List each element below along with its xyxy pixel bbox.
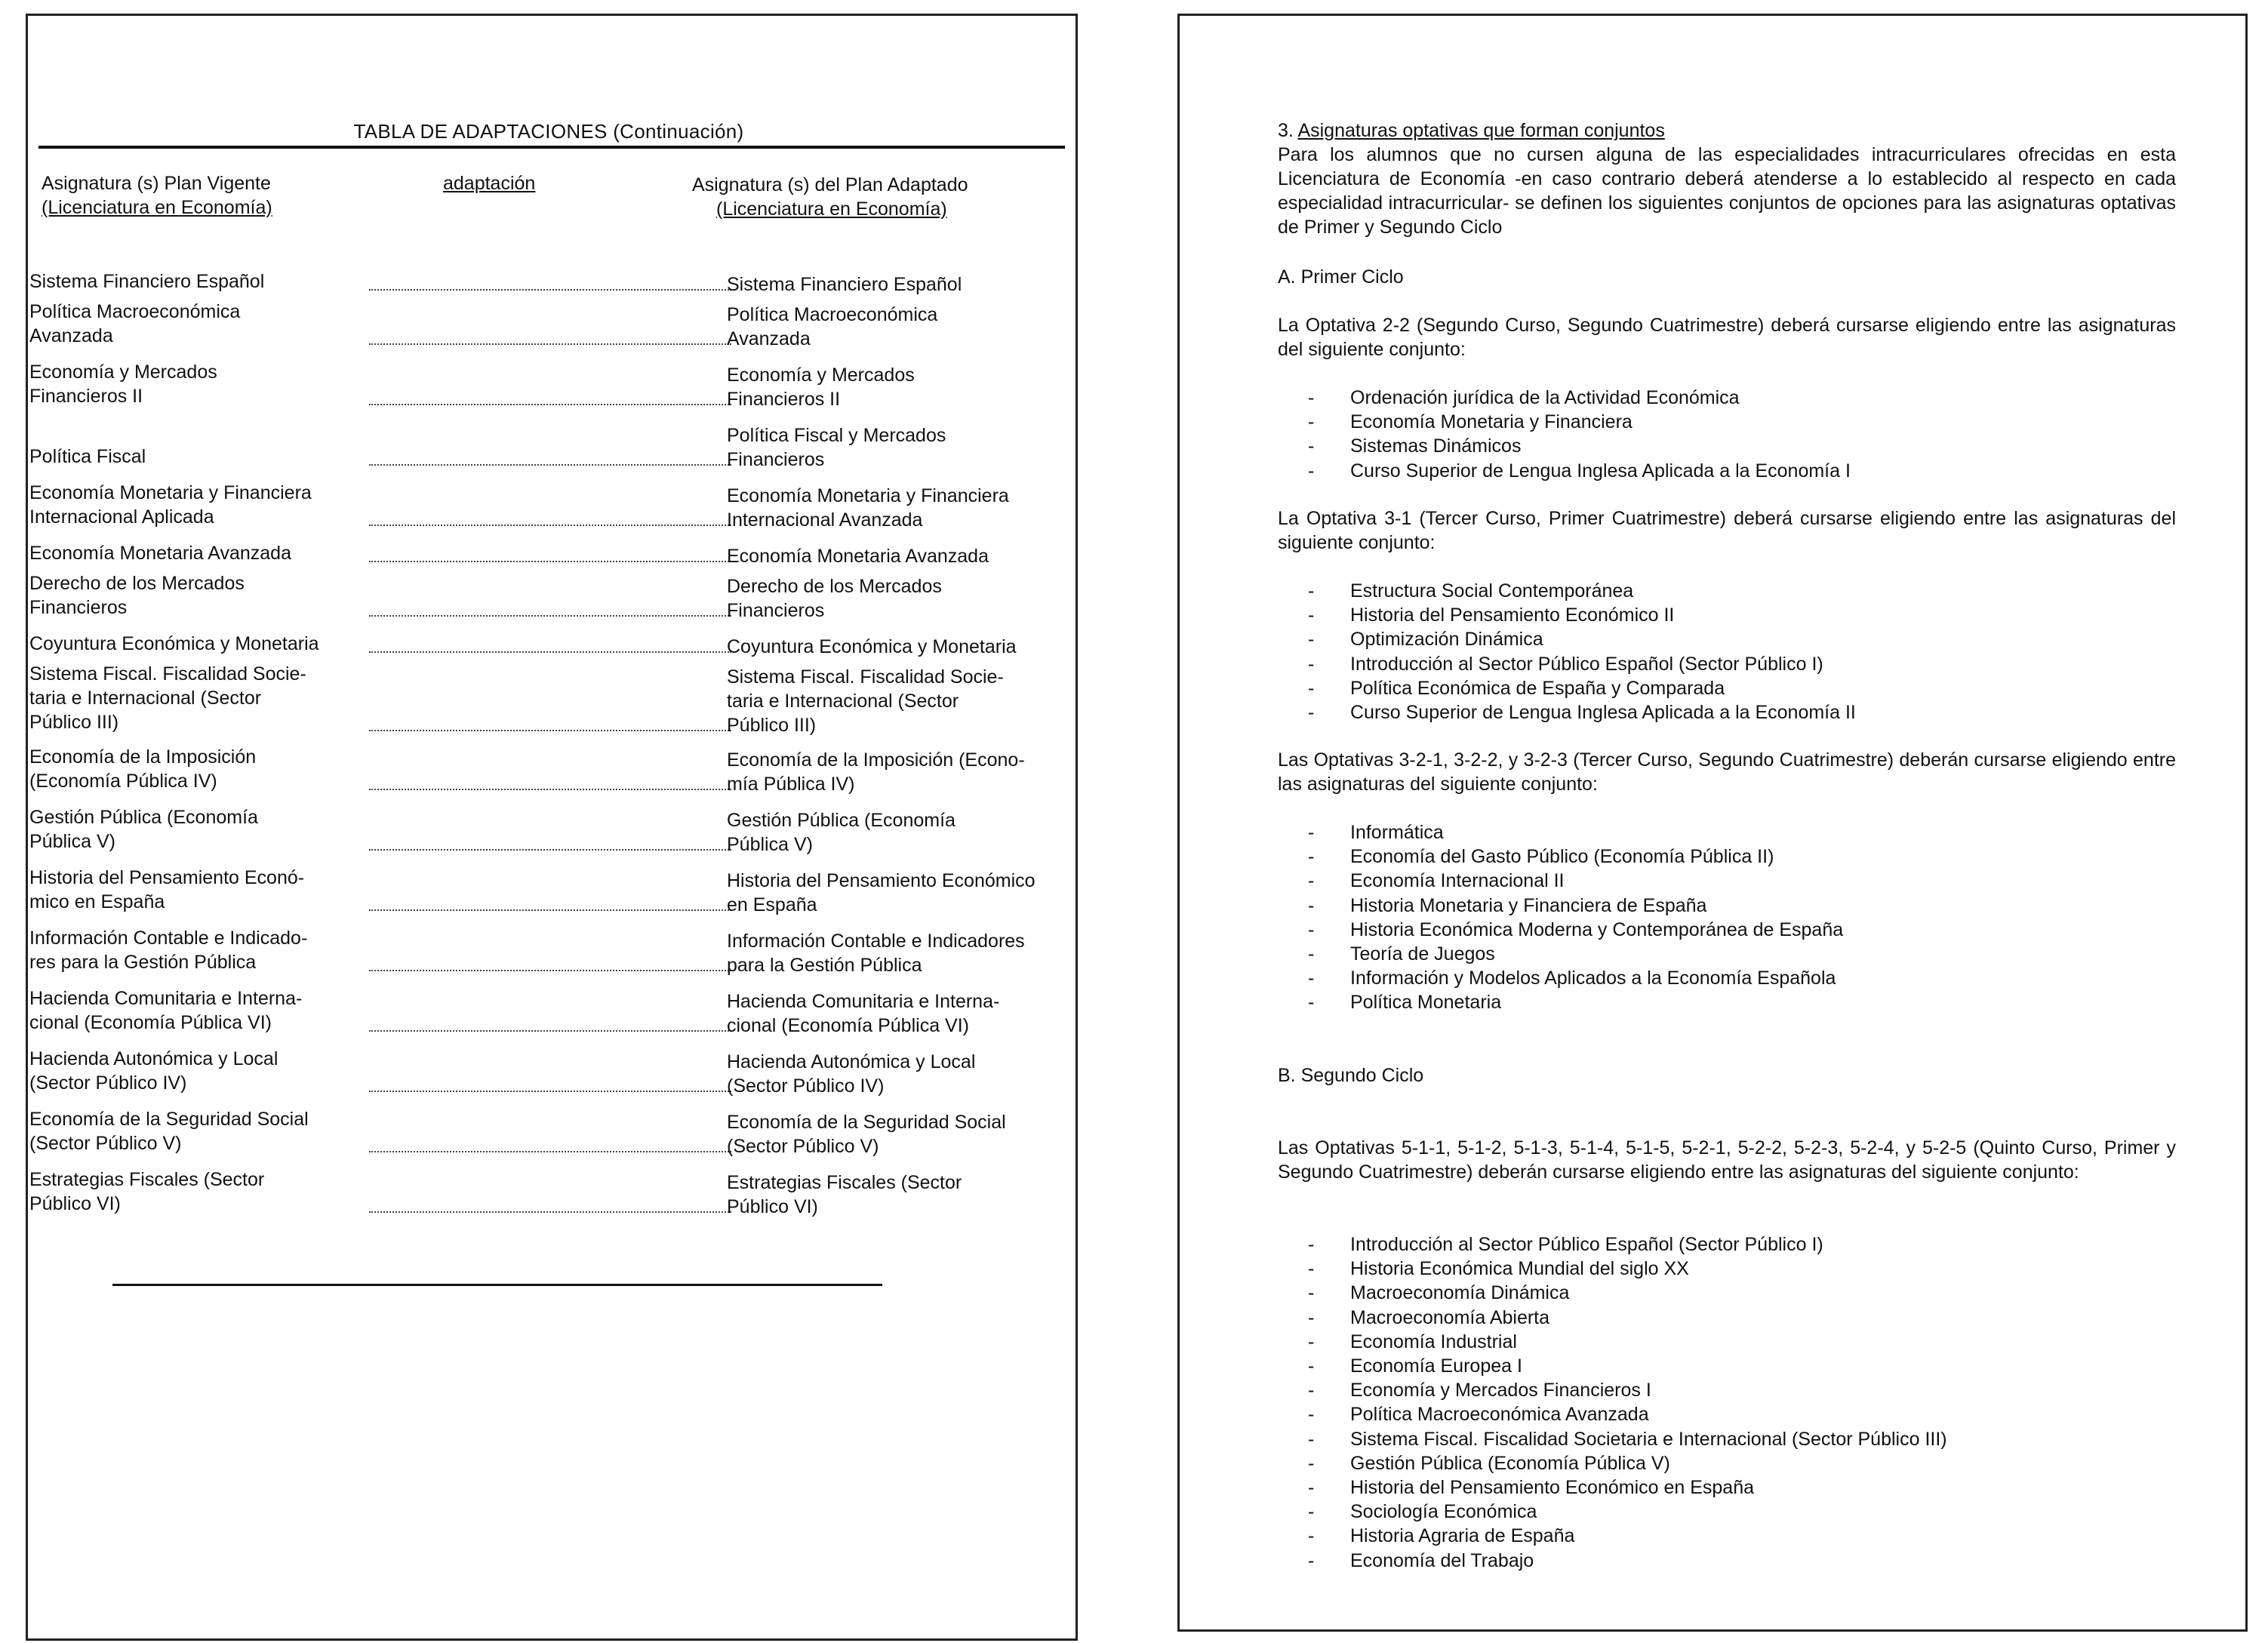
list-item: - Política Monetaria	[1308, 990, 2168, 1014]
cell-line: Gestión Pública (Economía	[29, 807, 258, 828]
cell-line: Información Contable e Indicado-	[29, 928, 308, 949]
cell-plan-vigente	[29, 662, 362, 734]
cell-plan-vigente	[29, 1107, 362, 1155]
cell-line: para la Gestión Pública	[727, 955, 922, 976]
cell-line: Internacional Aplicada	[29, 506, 214, 528]
cell-line: Financieros	[727, 600, 825, 621]
cell-plan-adaptado	[727, 423, 1066, 472]
list-item: - Información y Modelos Aplicados a la Economía Española	[1308, 966, 2168, 990]
list-item: - Macroeconomía Abierta	[1308, 1306, 2168, 1330]
list-item: - Historia del Pensamiento Económico II	[1308, 603, 2168, 627]
list-item: - Historia Económica Mundial del siglo XX	[1308, 1257, 2168, 1281]
cell-line: cional (Economía Pública VI)	[29, 1012, 272, 1033]
cell-line: mico en España	[29, 891, 165, 912]
cell-plan-vigente	[29, 805, 362, 854]
cell-plan-vigente	[29, 269, 362, 294]
cell-line: Economía y Mercados	[727, 365, 915, 386]
section-heading	[1278, 118, 2176, 143]
cell-line: Derecho de los Mercados	[29, 573, 245, 594]
closing-rule	[112, 1284, 882, 1286]
cell-line: Política Macroeconómica	[29, 301, 241, 322]
cell-line: Gestión Pública (Economía	[727, 810, 956, 831]
cell-line: Economía Monetaria y Financiera	[727, 485, 1009, 506]
cell-line: Público III)	[727, 715, 817, 736]
cell-plan-adaptado	[727, 363, 1066, 411]
cell-line: Sistema Financiero Español	[29, 271, 265, 292]
cell-line: Pública V)	[29, 831, 115, 852]
list-item: - Historia Económica Moderna y Contemporánea de España	[1308, 918, 2168, 942]
column-header-plan-adaptado-line2: (Licenciatura en Economía)	[716, 198, 947, 220]
list-item: - Economía del Trabajo	[1308, 1549, 2168, 1573]
dotted-leader	[369, 730, 731, 731]
cell-line: en España	[727, 894, 817, 915]
cell-plan-vigente	[29, 571, 362, 620]
cell-line: Economía de la Seguridad Social	[727, 1112, 1006, 1133]
list-optativa-3-1	[1308, 579, 2168, 725]
cell-plan-vigente	[29, 1168, 362, 1216]
intro-paragraph: Para los alumnos que no cursen alguna de las especialidades intracurriculares ofrecidas en esta Licenciatura de Economía -en caso contrario deberá atenderse a lo establecido al respecto en cada especialidad intracurricular- se definen los siguientes conjuntos de opciones para las asignaturas optativas de Primer y Segundo Ciclo	[1278, 144, 2176, 238]
cell-plan-adaptado	[727, 808, 1066, 857]
list-item: - Historia Agraria de España	[1308, 1524, 2168, 1548]
list-item: - Introducción al Sector Público Español (Sector Público I)	[1308, 1232, 2168, 1257]
cell-plan-vigente	[29, 360, 362, 408]
section-b-heading: B. Segundo Ciclo	[1278, 1065, 1424, 1086]
cell-plan-adaptado	[727, 544, 1066, 568]
list-item: - Sociología Económica	[1308, 1500, 2168, 1524]
cell-line: Pública V)	[727, 834, 813, 855]
cell-plan-adaptado	[727, 272, 1066, 297]
table-title: TABLA DE ADAPTACIONES (Continuación)	[353, 120, 744, 143]
paragraph-optativa-2-2: La Optativa 2-2 (Segundo Curso, Segundo Cuatrimestre) deberá cursarse eligiendo entre las asignaturas del siguiente conjunto:	[1278, 315, 2176, 360]
list-item: - Curso Superior de Lengua Inglesa Aplicada a la Economía I	[1308, 459, 2168, 483]
cell-line: Estrategias Fiscales (Sector	[727, 1172, 962, 1193]
list-item: - Historia Monetaria y Financiera de España	[1308, 894, 2168, 918]
dotted-leader	[369, 849, 731, 851]
dotted-leader	[369, 525, 731, 526]
cell-line: Hacienda Autonómica y Local	[727, 1051, 976, 1072]
cell-line: Economía de la Seguridad Social	[29, 1109, 309, 1130]
cell-line: Hacienda Comunitaria e Interna-	[727, 991, 1000, 1012]
cell-line: Hacienda Autonómica y Local	[29, 1048, 278, 1069]
cell-line: (Sector Público V)	[727, 1136, 879, 1157]
paragraph-optativas-5: Las Optativas 5-1-1, 5-1-2, 5-1-3, 5-1-4, 5-1-5, 5-2-1, 5-2-2, 5-2-3, 5-2-4, y 5-2-5 (Quinto Curso, Primer y Segundo Cuatrimestre) deberán cursarse eligiendo entre las asignaturas del siguiente conjunto:	[1278, 1137, 2176, 1183]
dotted-leader	[369, 1211, 731, 1213]
section-a-heading: A. Primer Ciclo	[1278, 266, 1404, 288]
cell-line: Coyuntura Económica y Monetaria	[727, 636, 1017, 657]
list-item: - Economía Industrial	[1308, 1330, 2168, 1354]
cell-line: Economía de la Imposición	[29, 746, 257, 768]
dotted-leader	[369, 651, 731, 653]
list-optativa-2-2	[1308, 386, 2168, 483]
dotted-leader	[369, 615, 731, 617]
cell-line: Política Fiscal y Mercados	[727, 425, 946, 446]
cell-line: Avanzada	[29, 325, 113, 346]
cell-plan-vigente	[29, 745, 362, 793]
cell-line: (Sector Público V)	[29, 1133, 182, 1154]
cell-line: Financieros	[727, 449, 825, 470]
dotted-leader	[369, 289, 731, 291]
paragraph-optativa-3-1: La Optativa 3-1 (Tercer Curso, Primer Cuatrimestre) deberá cursarse eligiendo entre las asignaturas del siguiente conjunto:	[1278, 508, 2176, 553]
cell-line: Internacional Avanzada	[727, 509, 923, 531]
dotted-leader	[369, 970, 731, 971]
cell-plan-vigente	[29, 541, 362, 565]
cell-line: Economía Monetaria y Financiera	[29, 482, 312, 503]
cell-plan-vigente	[29, 866, 362, 914]
dotted-leader	[369, 404, 731, 405]
cell-plan-adaptado	[727, 665, 1066, 737]
cell-line: Avanzada	[727, 328, 811, 349]
list-item: - Economía del Gasto Público (Economía Pública II)	[1308, 845, 2168, 869]
cell-line: mía Pública IV)	[727, 774, 855, 795]
cell-plan-adaptado	[727, 635, 1066, 659]
cell-plan-vigente	[29, 986, 362, 1035]
dotted-leader	[369, 789, 731, 790]
left-page	[26, 14, 1078, 1641]
dotted-leader	[369, 464, 731, 466]
cell-line: Financieros	[29, 597, 128, 618]
column-header-plan-vigente-line2: (Licenciatura en Economía)	[42, 197, 272, 218]
cell-line: Financieros II	[29, 386, 143, 407]
list-item: - Economía Internacional II	[1308, 869, 2168, 893]
cell-plan-adaptado	[727, 1050, 1066, 1098]
list-item: - Economía Monetaria y Financiera	[1308, 410, 2168, 434]
cell-line: (Economía Pública IV)	[29, 771, 217, 792]
list-item: - Informática	[1308, 820, 2168, 845]
cell-plan-adaptado	[727, 929, 1066, 977]
cell-plan-adaptado	[727, 869, 1066, 917]
cell-line: Política Fiscal	[29, 446, 146, 467]
cell-line: (Sector Público IV)	[727, 1075, 885, 1097]
cell-line: Historia del Pensamiento Económico	[727, 870, 1036, 891]
cell-line: Sistema Fiscal. Fiscalidad Socie-	[727, 666, 1004, 688]
cell-plan-adaptado	[727, 303, 1066, 351]
paragraph-optativas-3-2: Las Optativas 3-2-1, 3-2-2, y 3-2-3 (Tercer Curso, Segundo Cuatrimestre) deberán cursarse eligiendo entre las asignaturas del siguiente conjunto:	[1278, 749, 2176, 795]
cell-line: Público VI)	[29, 1193, 121, 1214]
cell-line: Economía de la Imposición (Econo-	[727, 749, 1025, 771]
list-item: - Teoría de Juegos	[1308, 942, 2168, 966]
cell-line: Público III)	[29, 712, 119, 733]
cell-line: Economía y Mercados	[29, 362, 217, 383]
dotted-leader	[369, 909, 731, 911]
list-item: - Política Macroeconómica Avanzada	[1308, 1402, 2168, 1426]
cell-plan-adaptado	[727, 1171, 1066, 1219]
cell-plan-vigente	[29, 481, 362, 529]
right-page	[1177, 14, 2248, 1632]
list-optativas-3-2	[1308, 820, 2168, 1015]
list-item: - Macroeconomía Dinámica	[1308, 1281, 2168, 1305]
cell-plan-vigente	[29, 1047, 362, 1095]
column-header-plan-adaptado-line1: Asignatura (s) del Plan Adaptado	[692, 174, 968, 195]
list-item: - Sistema Fiscal. Fiscalidad Societaria e Internacional (Sector Público III)	[1308, 1427, 2168, 1451]
list-item: - Curso Superior de Lengua Inglesa Aplicada a la Economía II	[1308, 700, 2168, 725]
cell-line: Coyuntura Económica y Monetaria	[29, 633, 319, 654]
cell-line: (Sector Público IV)	[29, 1072, 187, 1094]
cell-line: Política Macroeconómica	[727, 304, 938, 325]
list-item: - Introducción al Sector Público Español (Sector Público I)	[1308, 652, 2168, 676]
cell-plan-adaptado	[727, 484, 1066, 532]
cell-plan-adaptado	[727, 748, 1066, 796]
list-item: - Optimización Dinámica	[1308, 627, 2168, 651]
dotted-leader	[369, 343, 731, 345]
section-heading-text: Asignaturas optativas que forman conjuntos	[1297, 120, 1665, 141]
cell-line: Economía Monetaria Avanzada	[29, 543, 291, 564]
cell-line: res para la Gestión Pública	[29, 952, 257, 973]
cell-line: taria e Internacional (Sector	[727, 691, 959, 712]
cell-line: Hacienda Comunitaria e Interna-	[29, 988, 303, 1009]
cell-plan-vigente	[29, 300, 362, 348]
column-header-plan-vigente	[42, 171, 359, 220]
cell-plan-vigente	[29, 445, 362, 469]
cell-line: Sistema Fiscal. Fiscalidad Socie-	[29, 663, 306, 685]
list-item: - Economía Europea I	[1308, 1354, 2168, 1378]
dotted-leader	[369, 1030, 731, 1032]
cell-line: Sistema Financiero Español	[727, 274, 962, 295]
list-item: - Economía y Mercados Financieros I	[1308, 1378, 2168, 1402]
list-item: - Estructura Social Contemporánea	[1308, 579, 2168, 603]
cell-line: Información Contable e Indicadores	[727, 931, 1025, 952]
list-item: - Sistemas Dinámicos	[1308, 434, 2168, 458]
cell-plan-vigente	[29, 632, 362, 656]
cell-plan-adaptado	[727, 989, 1066, 1038]
cell-line: Historia del Pensamiento Econó-	[29, 867, 305, 888]
list-item: - Historia del Pensamiento Económico en España	[1308, 1475, 2168, 1500]
list-item: - Ordenación jurídica de la Actividad Económica	[1308, 386, 2168, 410]
column-header-plan-vigente-line1: Asignatura (s) Plan Vigente	[42, 173, 271, 194]
column-header-adaptacion: adaptación	[443, 173, 536, 194]
cell-line: Público VI)	[727, 1196, 818, 1217]
cell-plan-adaptado	[727, 1110, 1066, 1158]
list-item: - Política Económica de España y Comparada	[1308, 676, 2168, 700]
list-item: - Gestión Pública (Economía Pública V)	[1308, 1451, 2168, 1475]
section-heading-number: 3.	[1278, 120, 1294, 141]
cell-line: Financieros II	[727, 389, 841, 410]
dotted-leader	[369, 1091, 731, 1092]
cell-plan-vigente	[29, 926, 362, 974]
cell-line: cional (Economía Pública VI)	[727, 1015, 969, 1036]
cell-line: Derecho de los Mercados	[727, 576, 942, 597]
dotted-leader	[369, 1151, 731, 1152]
cell-line: Economía Monetaria Avanzada	[727, 546, 989, 567]
column-header-plan-adaptado	[692, 173, 1017, 221]
cell-plan-adaptado	[727, 574, 1066, 623]
title-rule	[38, 146, 1065, 149]
cell-line: Estrategias Fiscales (Sector	[29, 1169, 265, 1190]
cell-line: taria e Internacional (Sector	[29, 688, 262, 709]
dotted-leader	[369, 561, 731, 562]
list-optativas-5	[1308, 1232, 2168, 1573]
